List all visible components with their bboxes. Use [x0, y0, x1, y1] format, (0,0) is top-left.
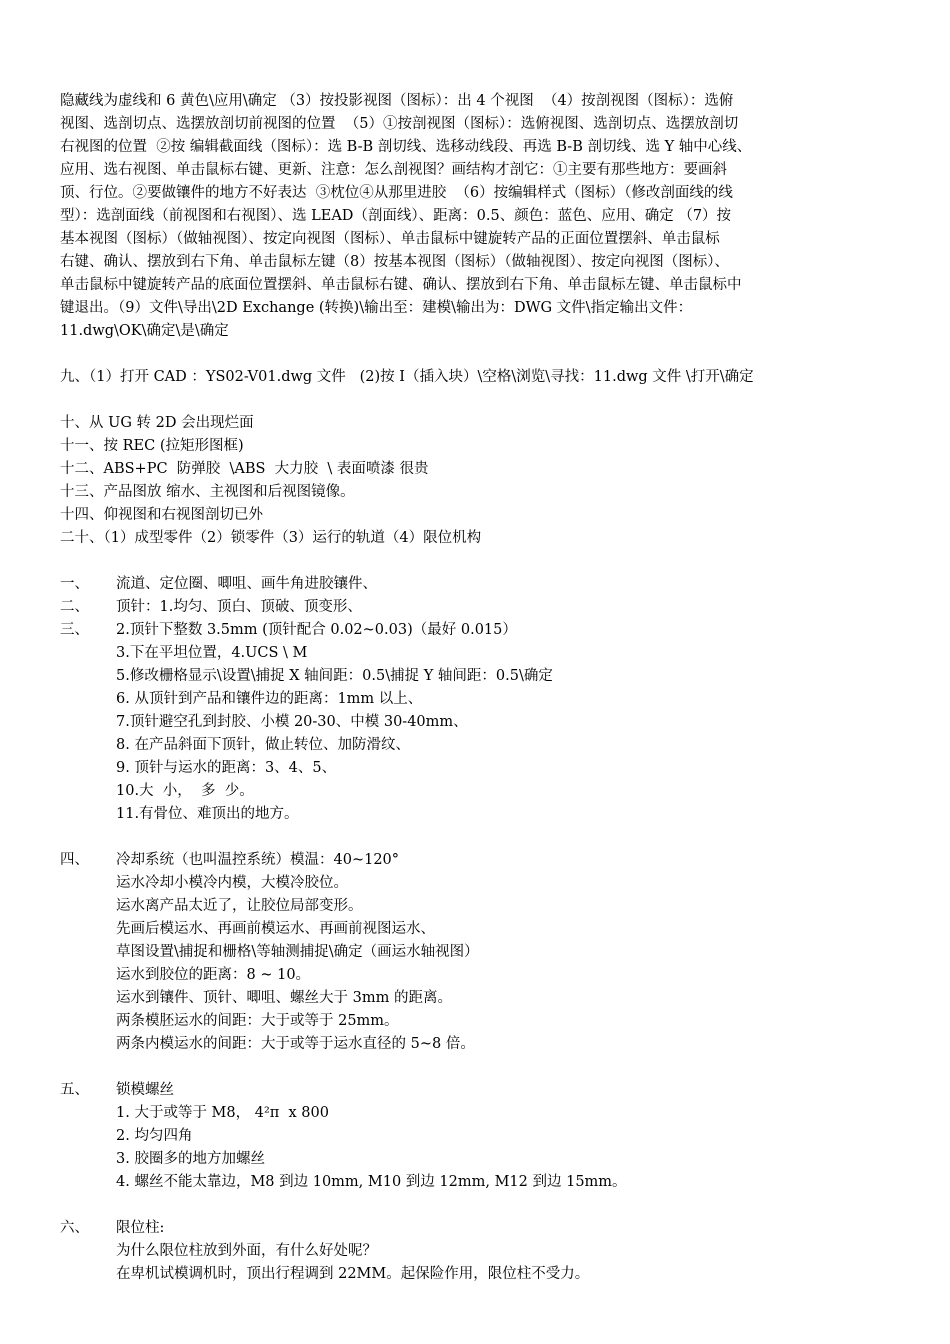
section-5-line: 1. 大于或等于 M8， 4²π x 800 [116, 1105, 329, 1121]
item-13: 十三、产品图放 缩水、主视图和后视图镜像。 [60, 484, 355, 500]
section-4-line: 运水冷却小模冷内模，大模冷胶位。 [116, 875, 348, 891]
section-3-line: 11.有骨位、难顶出的地方。 [116, 806, 299, 822]
text-line: 键退出。（9）文件\导出\2D Exchange (转换)\输出至：建模\输出为：DWG 文件\指定输出文件： [60, 300, 693, 316]
spacer [60, 389, 900, 412]
section-number: 三、 [60, 622, 89, 638]
section-text: 冷却系统（也叫温控系统）模温：40~120° [116, 852, 400, 868]
section-2 [60, 596, 900, 619]
item-20: 二十、（1）成型零件（2）锁零件（3）运行的轨道（4）限位机构 [60, 530, 482, 546]
text-line: 基本视图（图标）（做轴视图）、按定向视图（图标）、单击鼠标中键旋转产品的正面位置摆斜、单击鼠标 [60, 231, 720, 247]
document-body [60, 90, 900, 1286]
section-4 [60, 849, 900, 872]
section-number: 二、 [60, 599, 89, 615]
item-11: 十一、按 REC (拉矩形图框) [60, 438, 244, 454]
section-number: 四、 [60, 852, 89, 868]
section-3-line: 3.下在平坦位置，4.UCS \ M [116, 645, 308, 661]
item-10: 十、从 UG 转 2D 会出现烂面 [60, 415, 254, 431]
section-5-line: 2. 均匀四角 [116, 1128, 193, 1144]
section-number: 五、 [60, 1082, 89, 1098]
section-text: 限位柱: [116, 1220, 165, 1236]
section-6-line: 在卑机试模调机时，顶出行程调到 22MM。起保险作用，限位柱不受力。 [116, 1266, 590, 1282]
spacer [60, 550, 900, 573]
section-3-line: 5.修改栅格显示\设置\捕捉 X 轴间距：0.5\捕捉 Y 轴间距：0.5\确定 [116, 668, 553, 684]
section-6-line: 为什么限位柱放到外面，有什么好处呢？ [116, 1243, 377, 1259]
text-line: 单击鼠标中键旋转产品的底面位置摆斜、单击鼠标右键、确认、摆放到右下角、单击鼠标左键、单击鼠标中 [60, 277, 742, 293]
section-3-line: 6. 从顶针到产品和镶件边的距离：1mm 以上、 [116, 691, 423, 707]
section-text: 锁模螺丝 [116, 1082, 174, 1098]
text-line: 视图、选剖切点、选摆放剖切前视图的位置 （5）①按剖视图（图标）：选俯视图、选剖切点、选摆放剖切 [60, 116, 739, 132]
section-3 [60, 619, 900, 642]
text-line: 右键、确认、摆放到右下角、单击鼠标左键（8）按基本视图（图标）（做轴视图）、按定向视图（图标）、 [60, 254, 729, 270]
item-12: 十二、ABS+PC 防弹胶 \ABS 大力胶 \ 表面喷漆 很贵 [60, 461, 429, 477]
section-1 [60, 573, 900, 596]
spacer [60, 826, 900, 849]
spacer [60, 343, 900, 366]
section-number: 一、 [60, 576, 89, 592]
item-9: 九、（1）打开 CAD ：YS02-V01.dwg 文件 (2)按 I（插入块）\空格\浏览\寻找：11.dwg 文件 \打开\确定 [60, 369, 754, 385]
section-4-line: 先画后模运水、再画前模运水、再画前视图运水、 [116, 921, 435, 937]
section-3-line: 9. 顶针与运水的距离：3、4、5、 [116, 760, 337, 776]
section-3-line: 7.顶针避空孔到封胶、小模 20-30、中模 30-40mm、 [116, 714, 468, 730]
intro-paragraph [60, 90, 900, 343]
text-line: 隐藏线为虚线和 6 黄色\应用\确定 （3）按投影视图（图标）：出 4 个视图 （4）按剖视图（图标）：选俯 [60, 93, 734, 109]
section-4-line: 草图设置\捕捉和栅格\等轴测捕捉\确定（画运水轴视图） [116, 944, 479, 960]
section-4-line: 运水离产品太近了，让胶位局部变形。 [116, 898, 363, 914]
section-number: 六、 [60, 1220, 89, 1236]
spacer [60, 1056, 900, 1079]
section-5-line: 3. 胶圈多的地方加螺丝 [116, 1151, 265, 1167]
section-4-line: 运水到胶位的距离：8 ~ 10。 [116, 967, 311, 983]
text-line: 11.dwg\OK\确定\是\确定 [60, 323, 229, 339]
section-4-line: 两条内模运水的间距：大于或等于运水直径的 5~8 倍。 [116, 1036, 475, 1052]
text-line: 顶、行位。②要做镶件的地方不好表达 ③枕位④从那里进胶 （6）按编辑样式（图标）（修改剖面线的线 [60, 185, 733, 201]
section-text: 流道、定位圈、唧咀、画牛角进胶镶件、 [116, 576, 377, 592]
text-line: 型）：选剖面线（前视图和右视图）、选 LEAD（剖面线）、距离：0.5、颜色：蓝色、应用、确定 （7）按 [60, 208, 732, 224]
text-line: 右视图的位置 ②按 编辑截面线（图标）：选 B-B 剖切线、选移动线段、再选 B-B 剖切线、选 Y 轴中心线、 [60, 139, 752, 155]
section-5 [60, 1079, 900, 1102]
section-3-line: 10.大 小， 多 少。 [116, 783, 254, 799]
section-4-line: 两条模胚运水的间距：大于或等于 25mm。 [116, 1013, 399, 1029]
text-line: 应用、选右视图、单击鼠标右键、更新、注意：怎么剖视图？画结构才剖它：①主要有那些地方：要画斜 [60, 162, 727, 178]
section-text: 2.顶针下整数 3.5mm (顶针配合 0.02~0.03)（最好 0.015） [116, 622, 517, 638]
section-6 [60, 1217, 900, 1240]
section-3-line: 8. 在产品斜面下顶针，做止转位、加防滑纹、 [116, 737, 410, 753]
section-5-line: 4. 螺丝不能太靠边，M8 到边 10mm, M10 到边 12mm, M12 到边 15mm。 [116, 1174, 627, 1190]
section-4-line: 运水到镶件、顶针、唧咀、螺丝大于 3mm 的距离。 [116, 990, 452, 1006]
item-14: 十四、仰视图和右视图剖切已外 [60, 507, 263, 523]
section-text: 顶针：1.均匀、顶白、顶破、顶变形、 [116, 599, 362, 615]
spacer [60, 1194, 900, 1217]
